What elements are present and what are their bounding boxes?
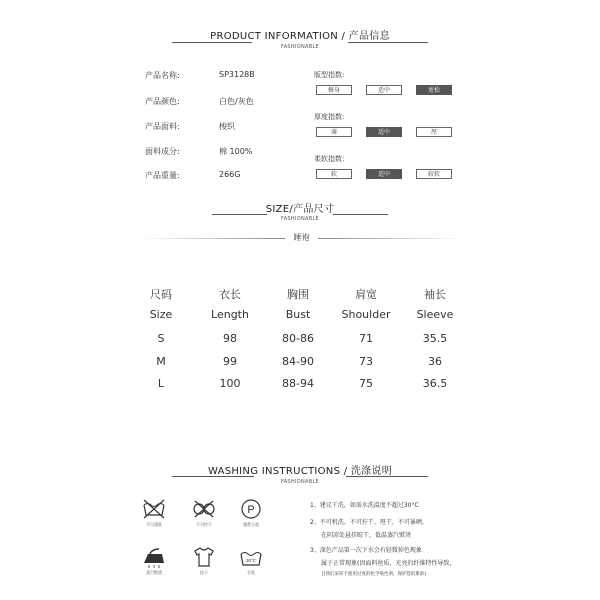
steam-iron-caption: 蒸汽熨烫 xyxy=(146,570,162,575)
row-l-bust: 88-94 xyxy=(282,377,314,390)
softness-option-softer: 较软 xyxy=(416,169,452,179)
hang-dry-icon xyxy=(191,545,217,569)
fit-option-slim: 修身 xyxy=(316,85,352,95)
size-title: SIZE/产品尺寸 xyxy=(265,204,335,215)
header-cn-length: 衣长 xyxy=(219,288,241,301)
no-wash-caption: 不可漂洗 xyxy=(146,522,162,527)
header-line-left xyxy=(172,42,252,43)
thickness-option-thick: 厚 xyxy=(416,127,452,137)
no-wring-icon xyxy=(191,497,217,521)
instruction-3: 3、深色产品第一次下水会有轻微掉色现象 xyxy=(310,547,422,554)
row-s-bust: 80-86 xyxy=(282,332,314,345)
row-m-bust: 84-90 xyxy=(282,355,314,368)
thickness-index-title: 厚度指数: xyxy=(314,113,345,121)
product-fabric-value: 梭织 xyxy=(219,122,235,131)
product-weight-label: 产品重量: xyxy=(145,171,180,180)
header-en-sleeve: Sleeve xyxy=(416,308,454,321)
header-cn-shoulder: 肩宽 xyxy=(355,288,377,301)
softness-option-medium: 适中 xyxy=(366,169,402,179)
product-info-subtitle: FASHIONABLE xyxy=(280,44,320,50)
hang-dry-caption: 挂干 xyxy=(200,570,208,575)
instruction-2: 2、不可机洗、不可拧干、甩干，不可暴晒， xyxy=(310,519,428,526)
svg-text:30°C: 30°C xyxy=(245,558,257,563)
product-info-title: PRODUCT INFORMATION / 产品信息 xyxy=(210,31,390,42)
instruction-3c: 且我们采样不使用过度的化学染色剂，保护您的肌肤) xyxy=(321,572,427,577)
row-m-sleeve: 36 xyxy=(428,355,442,368)
row-s-sleeve: 35.5 xyxy=(422,332,448,345)
header-en-size: Size xyxy=(149,308,173,321)
row-m-length: 99 xyxy=(223,355,237,368)
no-wash-icon xyxy=(141,497,167,521)
fabric-composition-label: 面料成分: xyxy=(145,147,180,156)
dry-clean-icon xyxy=(238,497,264,521)
instruction-3b: 属于正常现象(因面料丝质，光亮的纤维特性导致， xyxy=(321,560,456,567)
row-m-shoulder: 73 xyxy=(359,355,373,368)
row-s-size: S xyxy=(157,332,165,345)
thickness-option-medium: 适中 xyxy=(366,127,402,137)
instruction-2b: 在阴凉处悬挂晾干，低温蒸汽熨烫 xyxy=(321,532,412,539)
fabric-composition-value: 棉 100% xyxy=(219,147,253,156)
header-cn-sleeve: 袖长 xyxy=(424,288,446,301)
product-name-value: SP3128B xyxy=(219,70,255,79)
thickness-option-thin: 薄 xyxy=(316,127,352,137)
row-l-length: 100 xyxy=(219,377,241,390)
row-l-shoulder: 75 xyxy=(359,377,373,390)
size-subtitle: FASHIONABLE xyxy=(280,216,320,222)
header-en-length: Length xyxy=(211,308,249,321)
header-cn-bust: 胸围 xyxy=(287,288,309,301)
washing-title: WASHING INSTRUCTIONS / 洗涤说明 xyxy=(207,466,393,477)
fit-option-loose: 宽松 xyxy=(416,85,452,95)
softness-option-soft: 软 xyxy=(316,169,352,179)
product-weight-value: 266G xyxy=(219,170,241,179)
instruction-1: 1、建议干洗，如需水洗温度不超过30°C xyxy=(310,502,419,509)
fit-option-regular: 适中 xyxy=(366,85,402,95)
svg-text:P: P xyxy=(247,504,255,516)
row-l-size: L xyxy=(157,377,165,390)
row-s-length: 98 xyxy=(223,332,237,345)
size-caption: 睡袍 xyxy=(293,233,310,242)
product-color-value: 白色/灰色 xyxy=(219,97,254,106)
header-en-shoulder: Shoulder xyxy=(341,308,391,321)
softness-index-title: 柔软指数: xyxy=(314,155,345,163)
fit-index-title: 版型指数: xyxy=(314,71,345,79)
product-color-label: 产品颜色: xyxy=(145,97,180,106)
product-fabric-label: 产品面料: xyxy=(145,122,180,131)
no-wring-caption: 不可拧干 xyxy=(196,522,212,527)
steam-iron-icon xyxy=(141,545,167,569)
product-name-label: 产品名称: xyxy=(145,71,180,80)
size-caption-line-right xyxy=(318,238,463,239)
header-line-right xyxy=(348,42,428,43)
row-m-size: M xyxy=(156,355,166,368)
hand-wash-caption: 手洗 xyxy=(247,570,255,575)
hand-wash-icon xyxy=(238,545,264,569)
dry-clean-caption: 建帮干洗 xyxy=(243,522,259,527)
row-s-shoulder: 71 xyxy=(359,332,373,345)
header-en-bust: Bust xyxy=(285,308,311,321)
row-l-sleeve: 36.5 xyxy=(422,377,448,390)
washing-subtitle: FASHIONABLE xyxy=(280,479,320,485)
header-cn-size: 尺码 xyxy=(150,288,172,301)
size-caption-line-left xyxy=(140,238,285,239)
